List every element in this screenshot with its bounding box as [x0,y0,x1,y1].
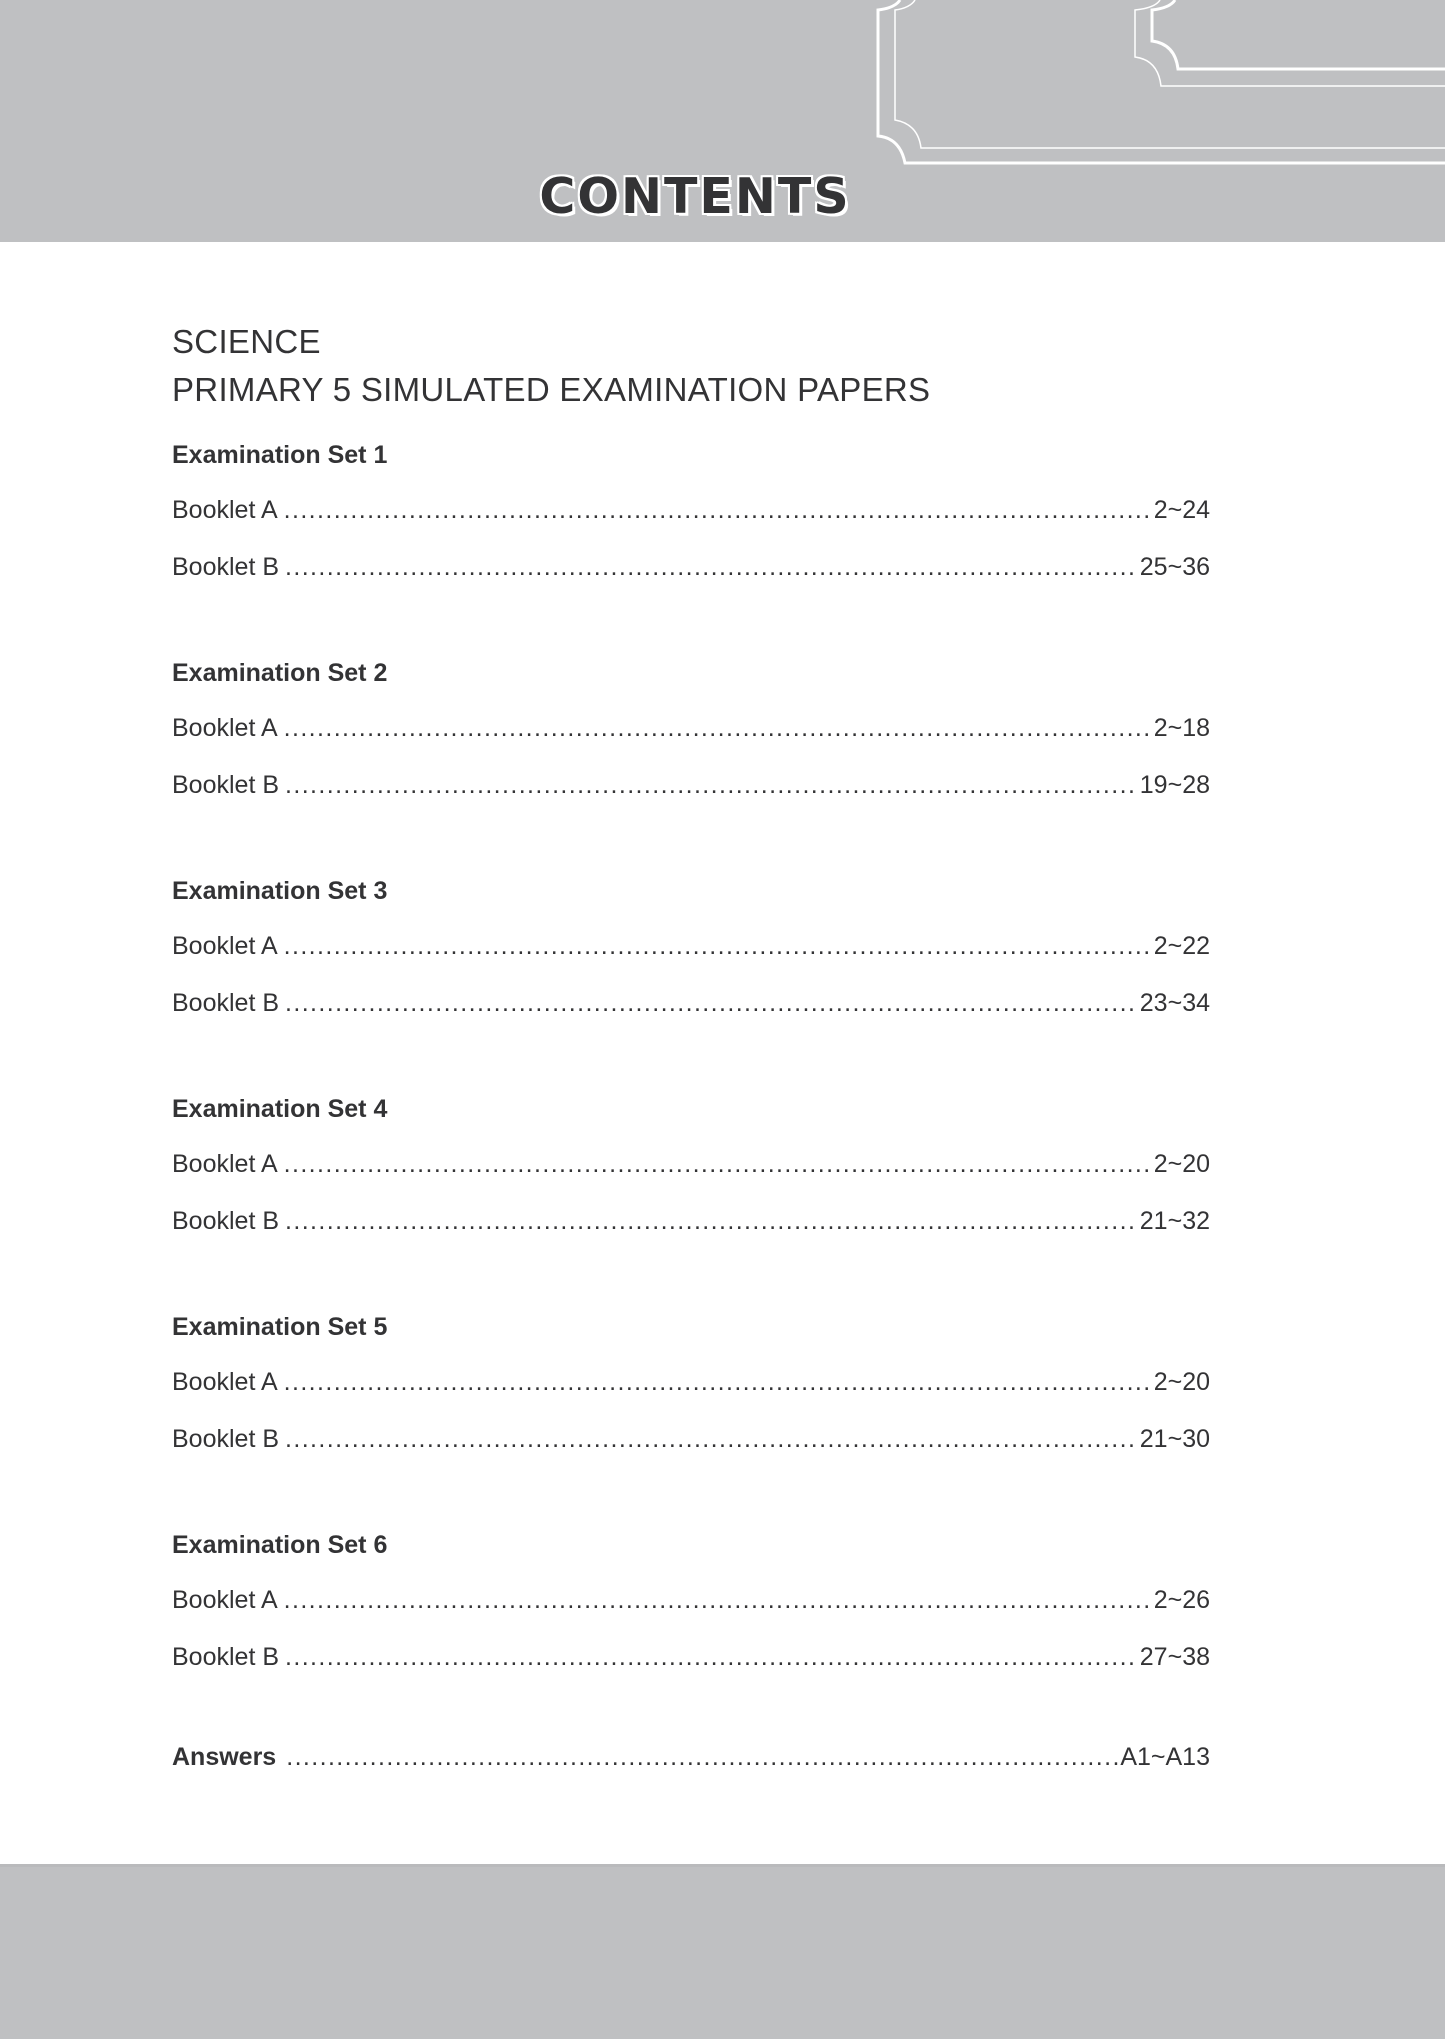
entry-label: Booklet B [172,1643,280,1671]
page-title: CONTENTS [539,168,851,225]
entry-pages: 2~20 [1153,1150,1210,1178]
entry-label: Booklet A [172,932,278,960]
answers-pages: A1~A13 [1120,1743,1210,1771]
entry-pages: 19~28 [1139,771,1210,799]
dot-leader [286,1742,1118,1772]
dot-leader [284,495,1152,525]
set-heading: Examination Set 5 [172,1313,388,1341]
toc-entry[interactable] [172,1149,1210,1206]
dot-leader [284,1585,1152,1615]
entry-label: Booklet B [172,553,280,581]
entry-label: Booklet A [172,1586,278,1614]
entry-pages: 2~24 [1153,496,1210,524]
dot-leader [284,931,1152,961]
dot-leader [284,1367,1152,1397]
toc-entry-answers[interactable] [172,1742,1210,1799]
toc-entry[interactable] [172,770,1210,827]
dot-leader [285,1424,1138,1454]
entry-pages: 25~36 [1139,553,1210,581]
exam-set-6 [172,1530,1210,1699]
answers-label: Answers [172,1743,277,1771]
exam-set-3 [172,876,1210,1045]
entry-label: Booklet A [172,714,278,742]
entry-pages: 27~38 [1139,1643,1210,1671]
entry-label: Booklet A [172,1150,278,1178]
set-heading: Examination Set 1 [172,441,388,469]
entry-label: Booklet B [172,989,280,1017]
toc-entry[interactable] [172,1367,1210,1424]
subject-heading: SCIENCE [172,323,321,360]
entry-pages: 21~32 [1139,1207,1210,1235]
dot-leader [285,988,1138,1018]
toc-entry[interactable] [172,1206,1210,1263]
set-heading: Examination Set 3 [172,877,388,905]
header-band [0,0,1445,242]
dot-leader [285,1642,1138,1672]
entry-pages: 2~26 [1153,1586,1210,1614]
dot-leader [284,1149,1152,1179]
entry-pages: 23~34 [1139,989,1210,1017]
toc-entry[interactable] [172,1642,1210,1699]
entry-label: Booklet B [172,771,280,799]
entry-pages: 21~30 [1139,1425,1210,1453]
entry-label: Booklet B [172,1207,280,1235]
dot-leader [284,713,1152,743]
exam-set-1 [172,440,1210,609]
dot-leader [285,770,1138,800]
footer-band [0,1864,1445,2039]
dot-leader [285,1206,1138,1236]
toc-entry[interactable] [172,1585,1210,1642]
entry-pages: 2~18 [1153,714,1210,742]
entry-pages: 2~20 [1153,1368,1210,1396]
dot-leader [285,552,1138,582]
set-heading: Examination Set 2 [172,659,388,687]
toc-entry[interactable] [172,495,1210,552]
exam-set-2 [172,658,1210,827]
exam-set-5 [172,1312,1210,1481]
table-of-contents [172,318,1210,1799]
toc-entry[interactable] [172,713,1210,770]
entry-label: Booklet B [172,1425,280,1453]
entry-label: Booklet A [172,496,278,524]
entry-pages: 2~22 [1153,932,1210,960]
toc-entry[interactable] [172,988,1210,1045]
toc-entry[interactable] [172,552,1210,609]
set-heading: Examination Set 4 [172,1095,388,1123]
book-title: PRIMARY 5 SIMULATED EXAMINATION PAPERS [172,371,931,408]
exam-set-4 [172,1094,1210,1263]
toc-entry[interactable] [172,931,1210,988]
toc-entry[interactable] [172,1424,1210,1481]
entry-label: Booklet A [172,1368,278,1396]
set-heading: Examination Set 6 [172,1531,388,1559]
